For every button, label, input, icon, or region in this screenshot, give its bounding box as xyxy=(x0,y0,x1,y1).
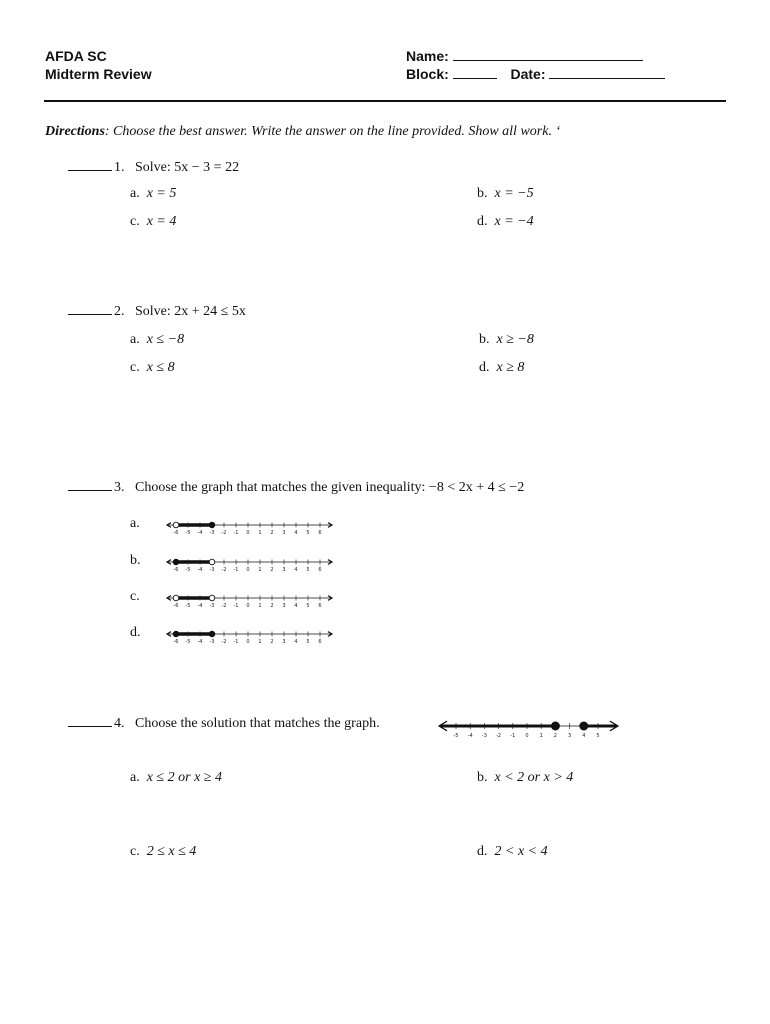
tick-label: -6 xyxy=(173,603,179,609)
tick-label: 2 xyxy=(270,639,274,645)
tick-label: -1 xyxy=(233,567,239,573)
date-label: Date: xyxy=(510,66,546,82)
tick-label: -5 xyxy=(185,639,191,645)
tick-label: -2 xyxy=(221,567,227,573)
closed-endpoint xyxy=(580,722,588,730)
tick-label: 5 xyxy=(306,639,310,645)
tick-label: -5 xyxy=(185,567,191,573)
tick-label: -3 xyxy=(209,639,215,645)
tick-label: 1 xyxy=(258,530,262,536)
tick-label: 1 xyxy=(258,567,262,573)
tick-label: -2 xyxy=(221,530,227,536)
tick-label: 4 xyxy=(294,530,298,536)
tick-label: 4 xyxy=(294,567,298,573)
question-3 xyxy=(68,480,524,496)
option-2c: c. x ≤ 8 xyxy=(130,360,175,375)
tick-label: 3 xyxy=(282,567,286,573)
tick-label: -1 xyxy=(510,733,516,739)
block-blank[interactable] xyxy=(453,78,497,79)
tick-label: 3 xyxy=(282,603,286,609)
tick-label: 2 xyxy=(270,603,274,609)
option-1d: d. x = −4 xyxy=(477,214,534,229)
open-endpoint xyxy=(209,559,215,565)
date-blank[interactable] xyxy=(549,78,665,79)
open-endpoint xyxy=(173,595,179,601)
tick-label: -5 xyxy=(453,733,459,739)
closed-endpoint xyxy=(173,631,179,637)
question-number: 3. xyxy=(114,480,125,495)
tick-label: -4 xyxy=(197,603,203,609)
block-label: Block: xyxy=(406,66,449,82)
tick-label: 0 xyxy=(246,603,250,609)
option-4c: c. 2 ≤ x ≤ 4 xyxy=(130,844,197,859)
tick-label: 3 xyxy=(282,530,286,536)
name-label: Name: xyxy=(406,48,449,64)
question-1 xyxy=(68,160,239,176)
tick-label: 5 xyxy=(306,530,310,536)
tick-label: -6 xyxy=(173,530,179,536)
tick-label: 3 xyxy=(568,733,572,739)
tick-label: -1 xyxy=(233,639,239,645)
option-2d: d. x ≥ 8 xyxy=(479,360,525,375)
option-1a: a. x = 5 xyxy=(130,186,177,201)
directions-label: Directions xyxy=(45,124,105,139)
option-3c-letter: c. xyxy=(130,589,140,604)
option-1b: b. x = −5 xyxy=(477,186,534,201)
name-blank[interactable] xyxy=(453,60,643,61)
block-date-fields xyxy=(406,66,665,82)
option-3a-letter: a. xyxy=(130,516,140,531)
directions xyxy=(45,124,560,140)
number-line-3b xyxy=(164,555,336,577)
tick-label: -4 xyxy=(197,567,203,573)
question-number: 4. xyxy=(114,716,125,731)
closed-endpoint xyxy=(173,559,179,565)
tick-label: 4 xyxy=(294,603,298,609)
number-line-3d xyxy=(164,627,336,649)
answer-line-3[interactable] xyxy=(68,490,112,491)
question-4 xyxy=(68,716,380,732)
option-1c: c. x = 4 xyxy=(130,214,177,229)
tick-label: -1 xyxy=(233,603,239,609)
tick-label: -6 xyxy=(173,567,179,573)
question-prompt: Solve: 5x − 3 = 22 xyxy=(135,160,240,175)
open-endpoint xyxy=(173,522,179,528)
question-number: 2. xyxy=(114,304,125,319)
answer-line-1[interactable] xyxy=(68,170,112,171)
tick-label: 4 xyxy=(582,733,586,739)
option-4a: a. x ≤ 2 or x ≥ 4 xyxy=(130,770,222,785)
question-prompt: Solve: 2x + 24 ≤ 5x xyxy=(135,304,246,319)
option-2a: a. x ≤ −8 xyxy=(130,332,185,347)
tick-label: -4 xyxy=(197,639,203,645)
directions-text: : Choose the best answer. Write the answer on the line provided. Show all work. ‘ xyxy=(104,124,561,139)
tick-label: 0 xyxy=(246,639,250,645)
option-3d-letter: d. xyxy=(130,625,141,640)
tick-label: -2 xyxy=(221,639,227,645)
tick-label: -4 xyxy=(197,530,203,536)
open-endpoint xyxy=(209,595,215,601)
header-divider xyxy=(44,100,726,102)
tick-label: -3 xyxy=(209,530,215,536)
tick-label: -4 xyxy=(467,733,473,739)
tick-label: 1 xyxy=(539,733,543,739)
tick-label: -5 xyxy=(185,530,191,536)
tick-label: 4 xyxy=(294,639,298,645)
question-prompt: Choose the graph that matches the given inequality: −8 < 2x + 4 ≤ −2 xyxy=(135,480,525,495)
number-line-3a xyxy=(164,518,336,540)
closed-endpoint xyxy=(209,631,215,637)
tick-label: -3 xyxy=(481,733,487,739)
closed-endpoint xyxy=(551,722,559,730)
tick-label: 6 xyxy=(318,567,322,573)
answer-line-4[interactable] xyxy=(68,726,112,727)
tick-label: 5 xyxy=(306,567,310,573)
tick-label: 6 xyxy=(318,530,322,536)
question-prompt: Choose the solution that matches the graph. xyxy=(135,716,380,731)
tick-label: 6 xyxy=(318,603,322,609)
tick-label: -2 xyxy=(221,603,227,609)
closed-endpoint xyxy=(209,522,215,528)
tick-label: -3 xyxy=(209,603,215,609)
tick-label: 2 xyxy=(270,567,274,573)
number-line-3c xyxy=(164,591,336,613)
answer-line-2[interactable] xyxy=(68,314,112,315)
tick-label: 0 xyxy=(246,530,250,536)
number-line-4 xyxy=(436,716,622,742)
option-2b: b. x ≥ −8 xyxy=(479,332,534,347)
option-4d: d. 2 < x < 4 xyxy=(477,844,548,859)
tick-label: -1 xyxy=(233,530,239,536)
course-name: AFDA SC xyxy=(45,48,107,64)
option-3b-letter: b. xyxy=(130,553,141,568)
document-title: Midterm Review xyxy=(45,66,152,82)
tick-label: 1 xyxy=(258,639,262,645)
tick-label: 5 xyxy=(306,603,310,609)
tick-label: -5 xyxy=(185,603,191,609)
tick-label: 0 xyxy=(246,567,250,573)
tick-label: -6 xyxy=(173,639,179,645)
tick-label: 2 xyxy=(553,733,557,739)
tick-label: 2 xyxy=(270,530,274,536)
question-number: 1. xyxy=(114,160,125,175)
tick-label: 3 xyxy=(282,639,286,645)
tick-label: 1 xyxy=(258,603,262,609)
tick-label: -3 xyxy=(209,567,215,573)
name-field[interactable] xyxy=(406,48,643,64)
tick-label: 6 xyxy=(318,639,322,645)
option-4b: b. x < 2 or x > 4 xyxy=(477,770,574,785)
tick-label: 0 xyxy=(525,733,529,739)
tick-label: -2 xyxy=(496,733,502,739)
tick-label: 5 xyxy=(596,733,600,739)
question-2 xyxy=(68,304,246,320)
